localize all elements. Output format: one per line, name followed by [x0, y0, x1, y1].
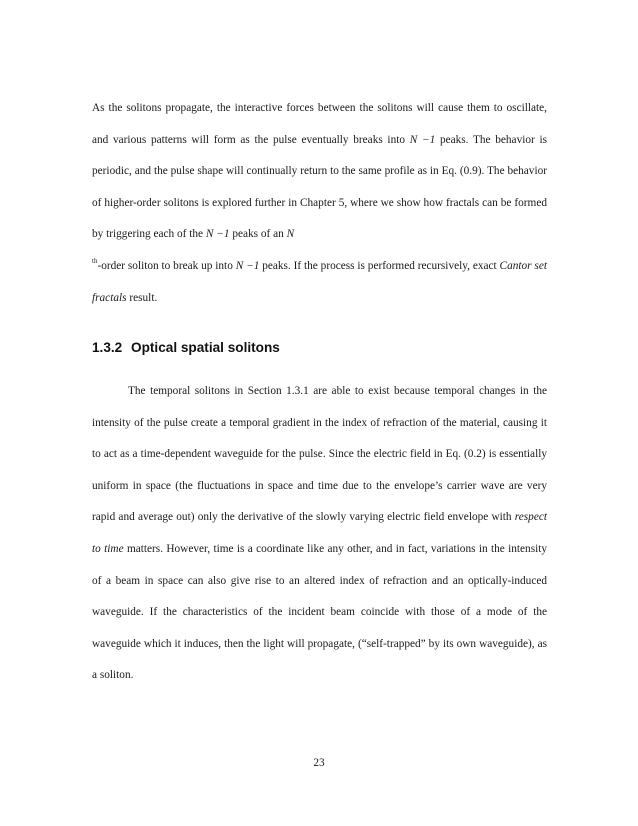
text-run: peaks. If the process is performed recursively, exact [262, 259, 497, 272]
text-run: -order soliton to break up into [97, 259, 233, 272]
paragraph-spatial-solitons [92, 376, 547, 692]
math-n-minus-1: N −1 [205, 228, 230, 241]
text-run: peaks. The behavior is periodic, and the pulse shape will continually return to the same profile as in Eq. (0.9). The behavior of higher-order solitons is explored further in Chapter 5, where we show how fractals can be formed by triggering each of the [92, 133, 547, 241]
italic-respect-to-time: respect to time [92, 511, 547, 555]
section-title: Optical spatial solitons [131, 340, 280, 355]
superscript-th: th [92, 256, 98, 265]
text-run: peaks of an [232, 228, 284, 241]
paragraph-higher-order-solitons [92, 93, 547, 314]
section-number: 1.3.2 [92, 340, 123, 355]
math-n: N [286, 228, 295, 241]
page-number: 23 [313, 757, 325, 769]
math-n-minus-1: N −1 [409, 133, 436, 146]
text-run: result. [129, 291, 158, 304]
section-heading [92, 340, 280, 355]
italic-cantor-set-fractals: Cantor set fractals [92, 259, 547, 304]
text-run: matters. However, time is a coordinate like any other, and in fact, variations in the intensity of a beam in space can also give rise to an altered index of refraction and an optically-induced waveguide. If the characteristics of the incident beam coincide with those of a mode of the waveguide which it induces, then the light will propagate, (“self-trapped” by its own waveguide), as a soliton. [92, 542, 548, 682]
text-run: The temporal solitons in Section 1.3.1 are able to exist because temporal changes in the intensity of the pulse create a temporal gradient in the index of refraction of the material, causing it to act as a time-dependent waveguide for the pulse. Since the electric field in Eq. (0.2) is essentially uniform in space (the fluctuations in space and time due to the envelope’s carrier wave are very rapid and average out) only the derivative of the slowly varying electric field envelope with [92, 385, 547, 524]
text-run: As the solitons propagate, the interactive forces between the solitons will cause them to oscillate, and various patterns will form as the pulse eventually breaks into [92, 102, 547, 146]
math-n-minus-1: N −1 [235, 259, 260, 272]
